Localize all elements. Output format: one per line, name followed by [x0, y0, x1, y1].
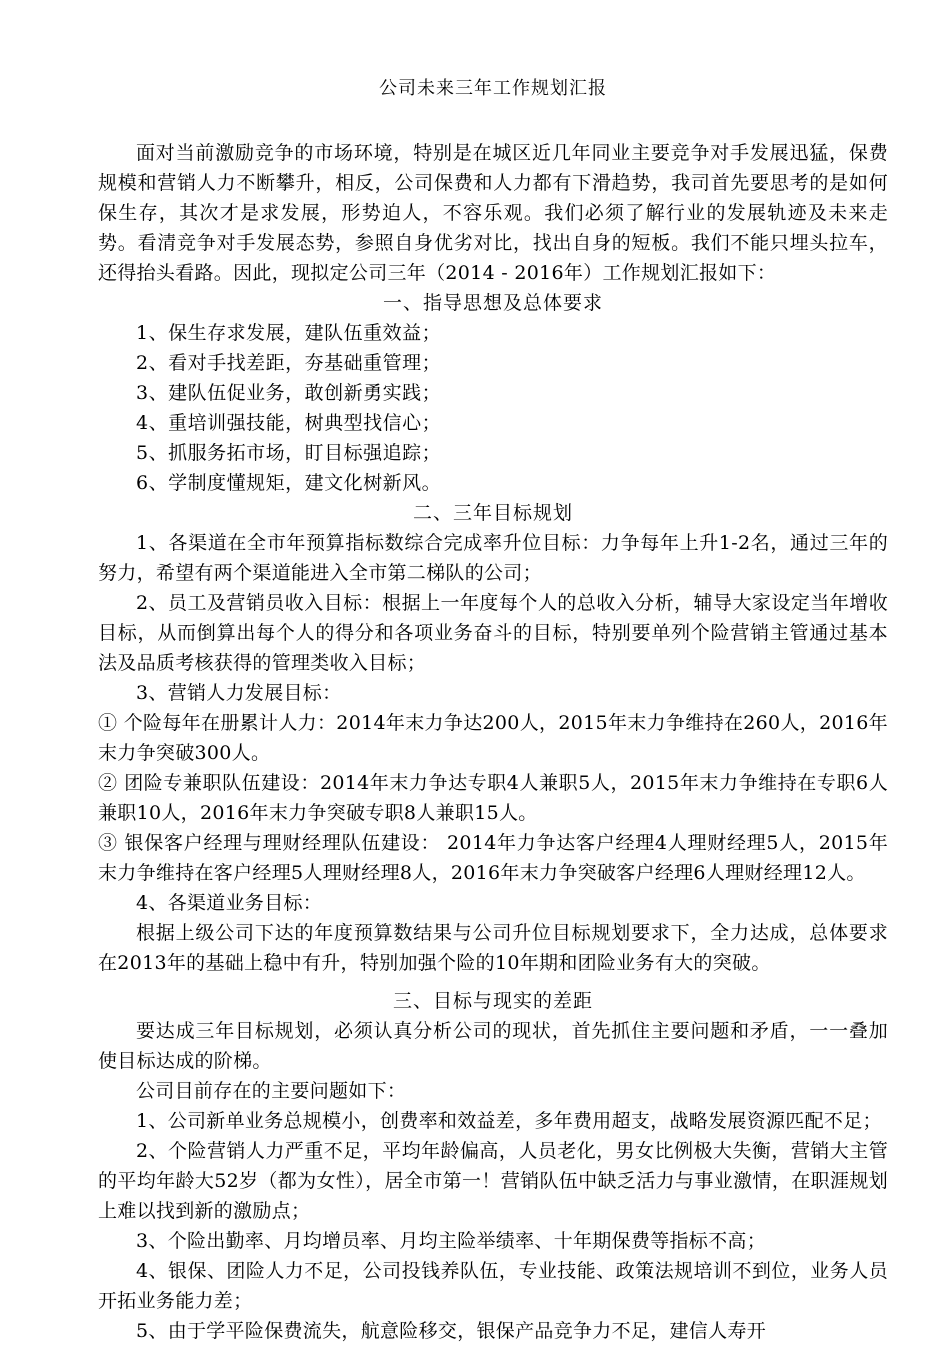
paragraph: 要达成三年目标规划，必须认真分析公司的现状，首先抓住主要问题和矛盾，一一叠加使目标达成的阶梯。 — [98, 1020, 888, 1072]
list-item: 3、建队伍促业务，敢创新勇实践； — [136, 382, 442, 404]
document-title: 公司未来三年工作规划汇报 — [379, 78, 607, 99]
intro-paragraph: 面对当前激励竞争的市场环境，特别是在城区近几年同业主要竞争对手发展迅猛，保费规模和营销人力不断攀升，相反，公司保费和人力都有下滑趋势，我司首先要思考的是如何保生存，其次才是求发展，形势迫人，不容乐观。我们必须了解行业的发展轨迹及未来走势。看清竞争对手发展态势，参照自身优劣对比，找出自身的短板。我们不能只埋头拉车，还得抬头看路。因此，现拟定公司三年（2014 - 2016年）工作规划汇报如下： — [98, 142, 888, 284]
paragraph: 4、各渠道业务目标： — [136, 892, 323, 914]
paragraph: 2、员工及营销员收入目标：根据上一年度每个人的总收入分析，辅导大家设定当年增收目标，从而倒算出每个人的得分和各项业务奋斗的目标，特别要单列个险营销主管通过基本法及品质考核获得的管理类收入目标； — [98, 592, 888, 674]
list-item: 2、看对手找差距，夯基础重管理； — [136, 352, 442, 374]
list-item: 6、学制度懂规矩，建文化树新风。 — [136, 472, 442, 494]
list-item: 1、保生存求发展，建队伍重效益； — [136, 322, 442, 344]
circled-item: ③ 银保客户经理与理财经理队伍建设： 2014年力争达客户经理4人理财经理5人，2015年末力争维持在客户经理5人理财经理8人，2016年末力争突破客户经理6人理财经理12人。 — [98, 832, 888, 884]
section-heading-3: 三、目标与现实的差距 — [392, 990, 593, 1012]
circled-item: ② 团险专兼职队伍建设：2014年末力争达专职4人兼职5人，2015年末力争维持在专职6人兼职10人，2016年末力争突破专职8人兼职15人。 — [98, 772, 888, 824]
paragraph: 1、各渠道在全市年预算指标数综合完成率升位目标：力争每年上升1-2名，通过三年的努力，希望有两个渠道能进入全市第二梯队的公司； — [98, 532, 888, 584]
circled-item: ① 个险每年在册累计人力：2014年末力争达200人，2015年末力争维持在260人，2016年末力争突破300人。 — [98, 712, 888, 764]
paragraph: 公司目前存在的主要问题如下： — [136, 1080, 407, 1102]
list-item: 4、重培训强技能，树典型找信心； — [136, 412, 442, 434]
paragraph: 2、个险营销人力严重不足，平均年龄偏高，人员老化，男女比例极大失衡，营销大主管的平均年龄大52岁（都为女性），居全市第一！营销队伍中缺乏活力与事业激情，在职涯规划上难以找到新的激励点； — [98, 1140, 888, 1222]
paragraph: 根据上级公司下达的年度预算数结果与公司升位目标规划要求下，全力达成，总体要求在2013年的基础上稳中有升，特别加强个险的10年期和团险业务有大的突破。 — [98, 922, 888, 974]
section-heading-2: 二、三年目标规划 — [412, 502, 573, 524]
paragraph: 4、银保、团险人力不足，公司投钱养队伍，专业技能、政策法规培训不到位，业务人员开拓业务能力差； — [98, 1260, 888, 1312]
document-page — [98, 74, 888, 1346]
paragraph: 5、由于学平险保费流失，航意险移交，银保产品竞争力不足，建信人寿开 — [136, 1320, 766, 1342]
list-item: 5、抓服务拓市场，盯目标强追踪； — [136, 442, 442, 464]
paragraph: 1、公司新单业务总规模小，创费率和效益差，多年费用超支，战略发展资源匹配不足； — [136, 1110, 882, 1132]
paragraph: 3、个险出勤率、月均增员率、月均主险举绩率、十年期保费等指标不高； — [136, 1230, 766, 1252]
paragraph: 3、营销人力发展目标： — [136, 682, 342, 704]
section-heading-1: 一、指导思想及总体要求 — [382, 292, 603, 314]
